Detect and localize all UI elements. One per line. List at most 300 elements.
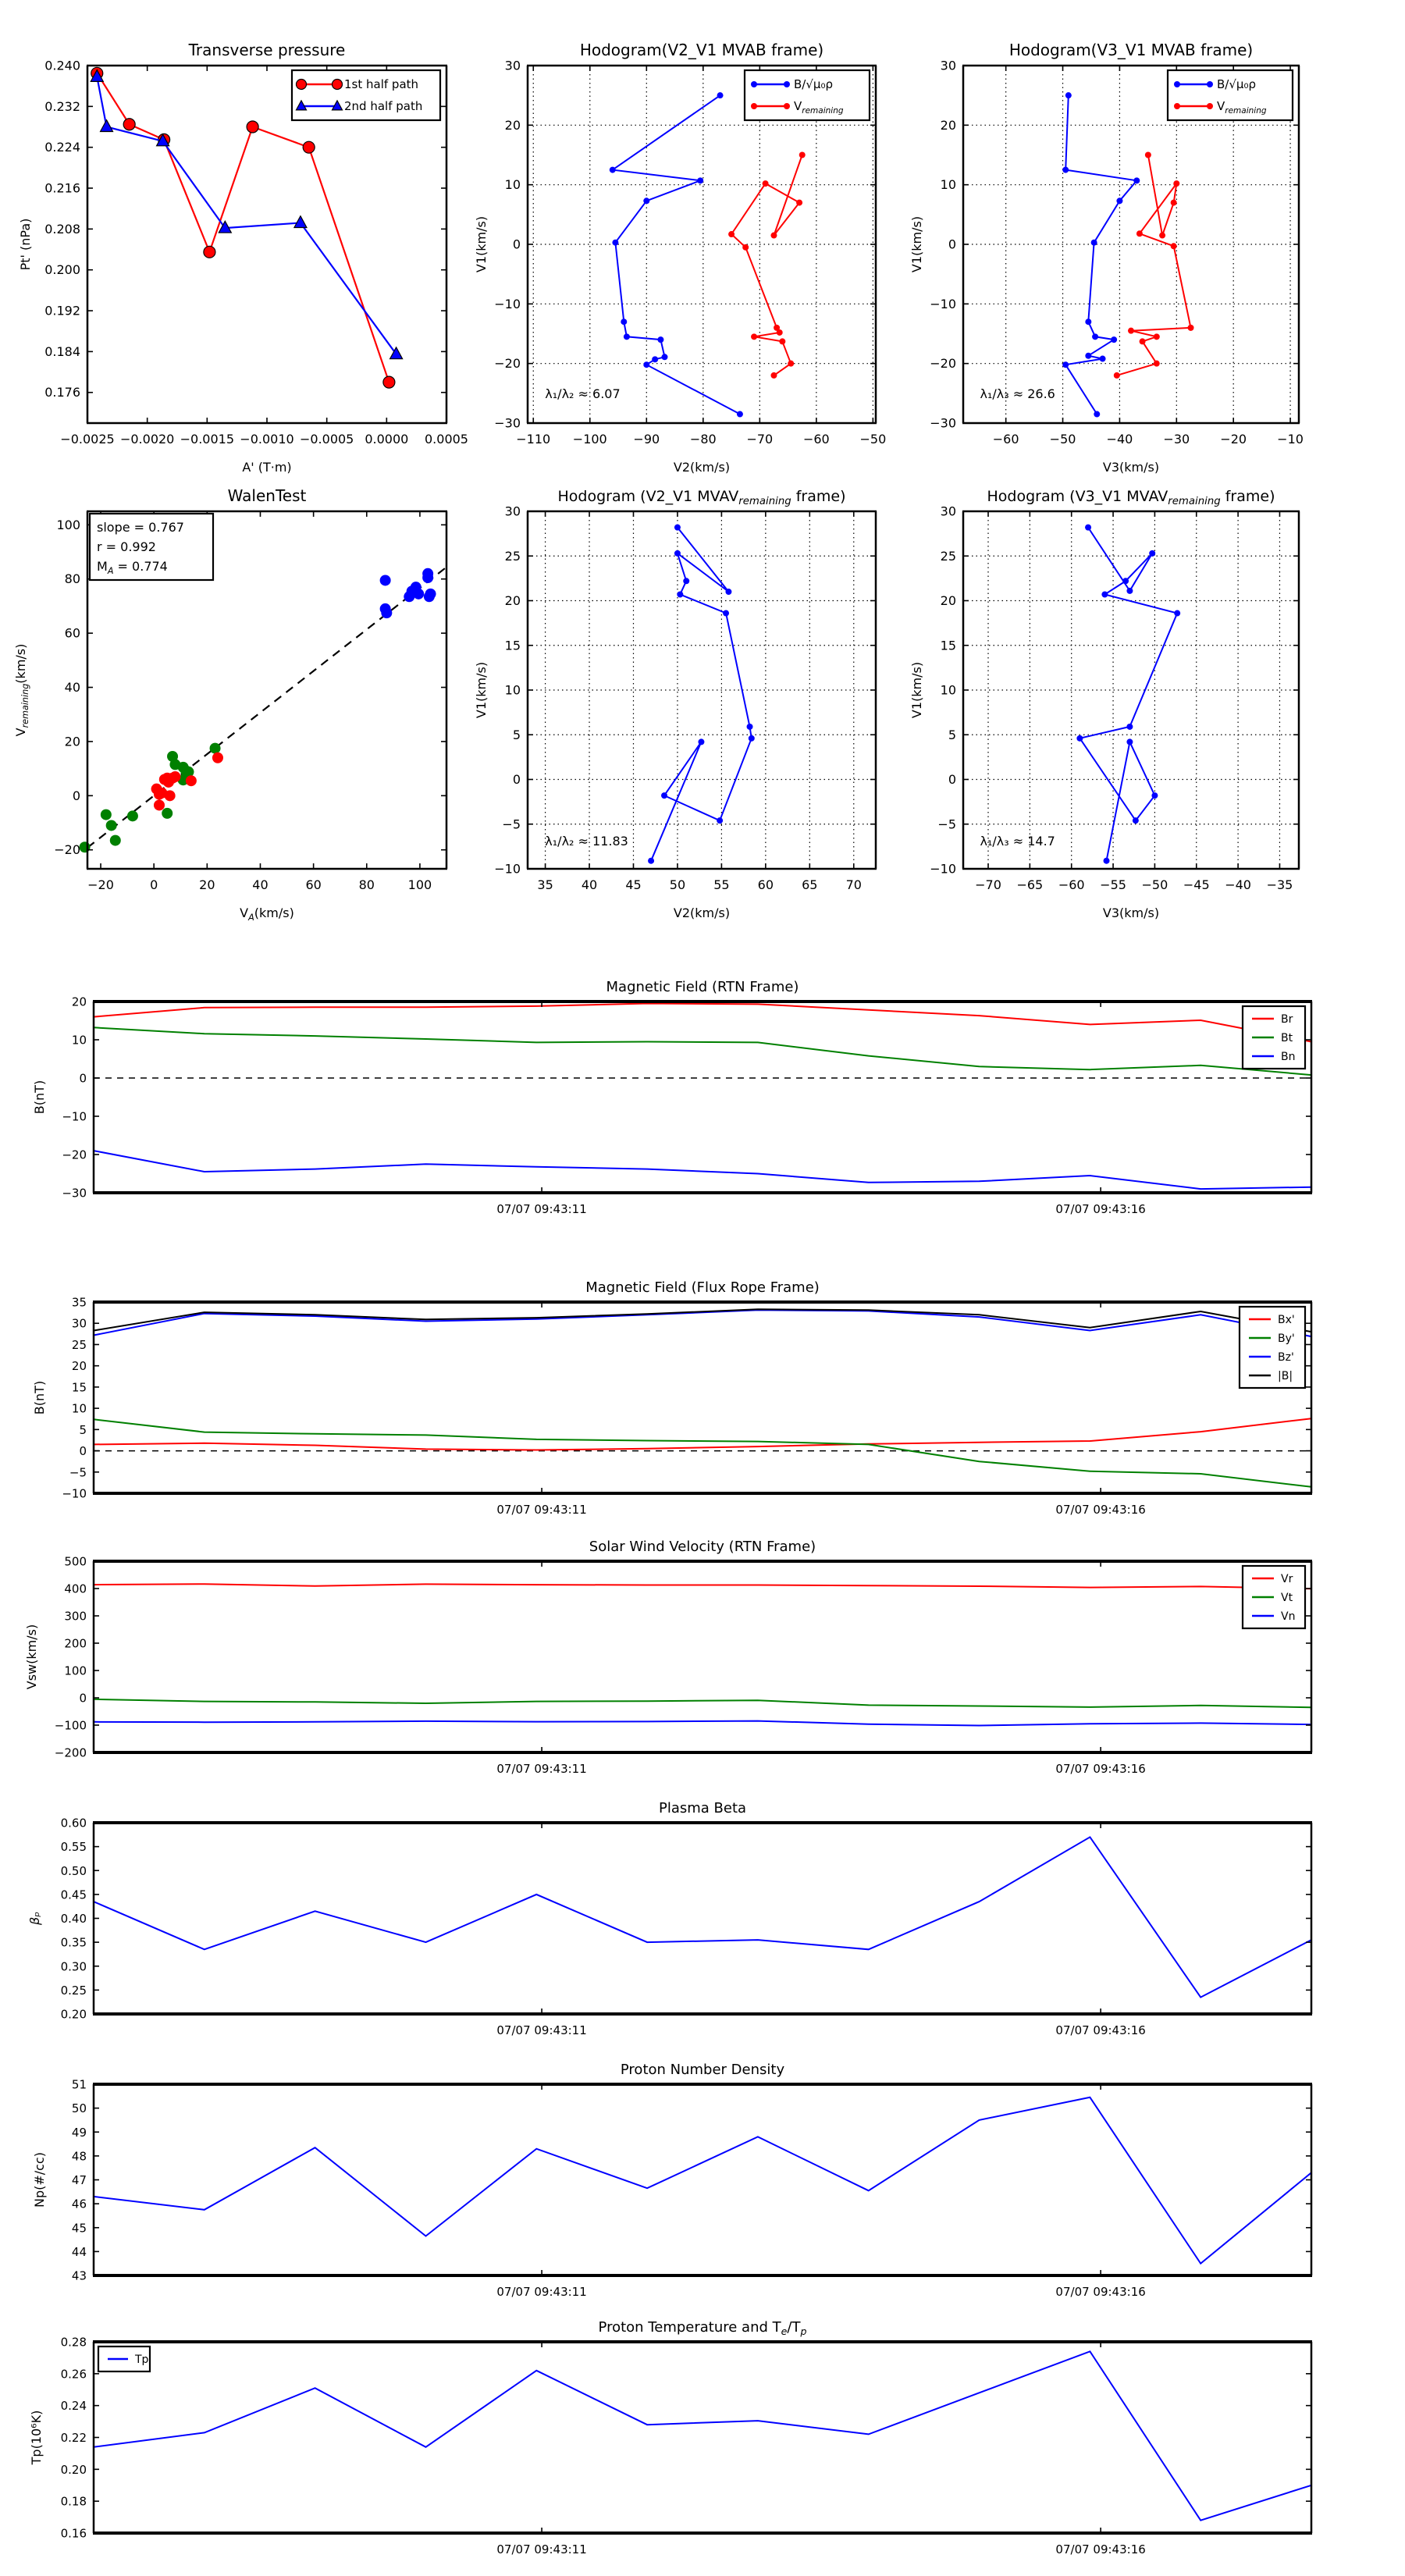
point-marker: [624, 333, 630, 340]
point-marker: [770, 372, 777, 379]
x-axis-label: V2(km/s): [673, 906, 731, 920]
x-tick-label: −70: [746, 432, 774, 447]
point-marker: [1173, 180, 1179, 187]
panel-title: Magnetic Field (Flux Rope Frame): [585, 1279, 820, 1296]
y-tick-label: −20: [930, 356, 956, 372]
plot-area: [94, 2084, 1311, 2275]
y-tick-label: 47: [71, 2173, 87, 2187]
y-tick-label: 15: [71, 1380, 87, 1395]
point-marker: [1122, 578, 1129, 584]
panel-title: Proton Number Density: [620, 2062, 785, 2078]
x-tick-label: 40: [252, 877, 269, 892]
x-tick-label: 07/07 09:43:16: [1055, 1202, 1146, 1216]
point-marker: [657, 336, 663, 343]
y-tick-label: −20: [62, 1147, 87, 1162]
x-tick-label: 65: [802, 877, 818, 892]
info-line: r = 0.992: [97, 539, 156, 554]
y-tick-label: 0.18: [60, 2494, 87, 2509]
point-marker: [162, 808, 173, 819]
y-tick-label: 0.60: [60, 1816, 87, 1831]
y-tick-label: −10: [930, 861, 956, 877]
plot-area: [94, 1302, 1311, 1493]
y-tick-label: 10: [504, 682, 521, 698]
x-tick-label: 07/07 09:43:16: [1055, 2542, 1146, 2556]
x-tick-label: 0.0000: [365, 432, 409, 447]
panel-hodogram-v2-mvab: [474, 41, 886, 475]
y-tick-label: −10: [494, 296, 521, 311]
point-marker: [742, 244, 749, 251]
y-tick-label: −10: [930, 296, 956, 311]
y-tick-label: 0.176: [44, 385, 80, 400]
point-marker: [186, 775, 197, 786]
point-marker: [728, 231, 735, 237]
y-tick-label: −10: [62, 1486, 87, 1501]
y-tick-label: 45: [71, 2221, 87, 2236]
point-marker: [1104, 858, 1110, 864]
y-axis-label: V1(km/s): [909, 661, 924, 719]
panel-b-rtn: [32, 979, 1312, 1216]
x-tick-label: −0.0010: [240, 432, 294, 447]
legend-label: Tp: [135, 2354, 149, 2366]
point-marker: [1062, 361, 1069, 368]
x-tick-label: −65: [1016, 877, 1044, 892]
legend: [1240, 1307, 1305, 1388]
y-tick-label: 20: [504, 117, 521, 133]
y-tick-label: 25: [71, 1337, 87, 1352]
point-marker: [652, 356, 658, 362]
point-marker: [101, 809, 112, 820]
point-marker: [80, 841, 91, 852]
point-marker: [212, 753, 223, 763]
point-marker: [751, 81, 757, 87]
panel-transverse-pressure: [18, 41, 468, 475]
point-marker: [1145, 152, 1151, 158]
y-tick-label: −200: [54, 1745, 87, 1760]
point-marker: [1174, 103, 1180, 109]
panel-title: Proton Temperature and $T_e/T_p$: [598, 2319, 807, 2337]
point-marker: [643, 197, 649, 204]
point-marker: [717, 92, 724, 98]
y-tick-label: 0.240: [44, 58, 80, 73]
y-tick-label: 0: [512, 237, 521, 252]
y-tick-label: 15: [504, 638, 521, 653]
y-tick-label: 0: [512, 772, 521, 787]
y-tick-label: 0.20: [60, 2007, 87, 2022]
y-tick-label: −20: [54, 842, 80, 858]
x-tick-label: −50: [1049, 432, 1076, 447]
y-axis-label: Vsw(km/s): [24, 1624, 39, 1690]
point-marker: [106, 820, 117, 831]
legend-label: Vr: [1281, 1573, 1293, 1585]
y-tick-label: −30: [62, 1186, 87, 1201]
point-marker: [648, 858, 654, 864]
x-tick-label: 55: [713, 877, 730, 892]
point-marker: [413, 589, 424, 600]
point-marker: [1171, 200, 1177, 206]
panel-title: Solar Wind Velocity (RTN Frame): [589, 1539, 816, 1555]
x-axis-label: $V_A(km/s)$: [240, 906, 294, 923]
x-tick-label: −40: [1106, 432, 1133, 447]
x-tick-label: 07/07 09:43:11: [496, 1762, 587, 1776]
y-tick-label: 43: [71, 2268, 87, 2283]
point-marker: [749, 735, 755, 742]
y-tick-label: 0.45: [60, 1888, 87, 1902]
annotation: λ₁/λ₂ ≈ 11.83: [545, 834, 628, 849]
y-tick-label: 0.55: [60, 1840, 87, 1855]
y-tick-label: 20: [64, 734, 80, 749]
legend-label: Bz': [1278, 1351, 1294, 1364]
panel-proton-density: [32, 2062, 1312, 2299]
x-tick-label: −40: [1225, 877, 1251, 892]
y-axis-label: V1(km/s): [474, 661, 489, 719]
point-marker: [763, 180, 769, 187]
y-tick-label: 60: [64, 625, 80, 641]
y-tick-label: 30: [940, 58, 956, 73]
annotation: λ₁/λ₃ ≈ 26.6: [980, 386, 1055, 401]
point-marker: [1136, 230, 1143, 237]
legend: [98, 2347, 150, 2371]
y-tick-label: 20: [504, 593, 521, 608]
x-tick-label: −50: [859, 432, 887, 447]
y-tick-label: −10: [494, 861, 521, 877]
point-marker: [725, 589, 731, 595]
point-marker: [1126, 738, 1133, 745]
x-tick-label: 100: [407, 877, 432, 892]
legend-label: Bx': [1278, 1314, 1295, 1326]
legend-label: Vt: [1281, 1592, 1293, 1604]
point-marker: [169, 771, 180, 782]
y-tick-label: 0.50: [60, 1863, 87, 1878]
point-marker: [1154, 333, 1160, 340]
info-line: slope = 0.767: [97, 520, 184, 535]
y-tick-label: −5: [69, 1465, 87, 1480]
legend-label: |B|: [1278, 1370, 1293, 1382]
point-marker: [674, 550, 681, 557]
point-marker: [333, 80, 343, 90]
point-marker: [1076, 735, 1083, 742]
y-tick-label: 35: [71, 1295, 87, 1310]
point-marker: [1174, 81, 1180, 87]
point-marker: [697, 177, 703, 183]
point-marker: [683, 578, 689, 584]
y-tick-label: −5: [937, 817, 956, 832]
y-tick-label: 300: [64, 1609, 87, 1624]
y-tick-label: 20: [940, 593, 956, 608]
legend-label: $V_{remaining}$: [794, 99, 844, 116]
x-tick-label: 07/07 09:43:11: [496, 2023, 587, 2037]
point-marker: [110, 835, 121, 846]
y-tick-label: 15: [940, 638, 956, 653]
x-axis-label: V3(km/s): [1102, 460, 1160, 475]
y-tick-label: 48: [71, 2149, 87, 2164]
panel-title: Hodogram (V2_V1 $MVAV_{remaining}$ frame): [557, 488, 846, 507]
y-tick-label: 0.30: [60, 1959, 87, 1974]
panel-title: Hodogram(V3_V1 MVAB frame): [1008, 41, 1254, 59]
point-marker: [717, 817, 723, 824]
x-tick-label: −110: [516, 432, 551, 447]
x-axis-label: V3(km/s): [1102, 906, 1160, 920]
point-marker: [424, 591, 435, 602]
y-axis-label: Np(#/cc): [32, 2152, 47, 2208]
panel-title: Magnetic Field (RTN Frame): [606, 979, 799, 995]
panel-hodogram-v2-mvav: [474, 488, 877, 920]
point-marker: [1094, 411, 1100, 418]
y-tick-label: −5: [502, 817, 521, 832]
x-tick-label: 35: [537, 877, 553, 892]
y-tick-label: 0.20: [60, 2462, 87, 2477]
y-tick-label: 51: [71, 2077, 87, 2092]
point-marker: [1085, 525, 1091, 531]
point-marker: [1116, 197, 1122, 204]
y-tick-label: 0.28: [60, 2335, 87, 2350]
point-marker: [1062, 167, 1069, 173]
point-marker: [621, 318, 627, 325]
y-tick-label: 100: [64, 1663, 87, 1678]
point-marker: [1174, 610, 1180, 617]
x-tick-label: −60: [802, 432, 830, 447]
y-tick-label: 0.25: [60, 1983, 87, 1998]
y-tick-label: 0.35: [60, 1935, 87, 1950]
point-marker: [1092, 333, 1098, 340]
y-tick-label: 5: [79, 1422, 87, 1437]
panel-hodogram-v3-mvab: [909, 41, 1304, 475]
point-marker: [1207, 81, 1213, 87]
point-marker: [1154, 361, 1160, 367]
y-tick-label: 10: [504, 177, 521, 193]
point-marker: [381, 607, 392, 618]
y-tick-label: 10: [940, 177, 956, 193]
point-marker: [383, 376, 395, 388]
x-tick-label: 60: [305, 877, 322, 892]
panel-proton-temp: [29, 2319, 1312, 2556]
point-marker: [1128, 328, 1134, 334]
point-marker: [747, 724, 753, 730]
annotation: λ₁/λ₃ ≈ 14.7: [980, 834, 1055, 849]
point-marker: [204, 246, 215, 258]
legend-label: B/√μ₀ρ: [794, 77, 833, 91]
point-marker: [1133, 177, 1140, 183]
point-marker: [784, 103, 790, 109]
point-marker: [1188, 325, 1194, 331]
point-marker: [751, 333, 757, 340]
x-tick-label: 80: [358, 877, 375, 892]
y-tick-label: 20: [71, 994, 87, 1009]
y-tick-label: 500: [64, 1554, 87, 1569]
y-tick-label: 0.224: [44, 140, 80, 155]
x-tick-label: 0: [150, 877, 158, 892]
x-tick-label: 07/07 09:43:16: [1055, 1503, 1146, 1517]
x-tick-label: 0.0005: [425, 432, 468, 447]
point-marker: [1133, 817, 1139, 824]
x-axis-label: V2(km/s): [673, 460, 731, 475]
y-tick-label: 0: [79, 1691, 87, 1706]
y-tick-label: 50: [71, 2101, 87, 2116]
point-marker: [661, 792, 667, 799]
x-tick-label: 07/07 09:43:11: [496, 1202, 587, 1216]
point-marker: [1207, 103, 1213, 109]
panel-title: WalenTest: [227, 486, 307, 505]
point-marker: [210, 743, 221, 754]
legend: [1168, 70, 1293, 120]
point-marker: [422, 572, 433, 583]
y-tick-label: −30: [930, 415, 956, 431]
plot-area: [94, 2342, 1311, 2533]
point-marker: [1101, 591, 1108, 597]
point-marker: [777, 329, 783, 336]
y-tick-label: −10: [62, 1109, 87, 1124]
legend: [1243, 1566, 1305, 1628]
legend: [292, 70, 440, 120]
x-tick-label: −20: [1220, 432, 1247, 447]
y-tick-label: 10: [71, 1033, 87, 1048]
x-tick-label: −30: [1163, 432, 1190, 447]
x-axis-label: A' (T·m): [242, 460, 292, 475]
y-tick-label: 0.16: [60, 2526, 87, 2541]
y-tick-label: 0.184: [44, 343, 80, 359]
point-marker: [154, 799, 165, 810]
y-axis-label: βₚ: [27, 1911, 42, 1926]
y-tick-label: 80: [64, 571, 80, 587]
y-axis-label: V1(km/s): [909, 215, 924, 273]
y-axis-label: Tp(10⁶K): [29, 2410, 44, 2465]
x-tick-label: −35: [1266, 877, 1293, 892]
point-marker: [380, 575, 391, 585]
point-marker: [737, 411, 743, 418]
legend-label: By': [1278, 1332, 1295, 1345]
y-tick-label: 30: [71, 1316, 87, 1331]
y-tick-label: 0.40: [60, 1912, 87, 1926]
point-marker: [770, 233, 777, 239]
y-tick-label: −20: [494, 356, 521, 372]
y-tick-label: 30: [504, 503, 521, 519]
x-tick-label: −55: [1100, 877, 1126, 892]
point-marker: [1085, 318, 1091, 325]
point-marker: [1111, 336, 1117, 343]
legend: [1243, 1006, 1305, 1069]
panel-walen-test: [13, 486, 447, 923]
y-tick-label: 30: [504, 58, 521, 73]
x-tick-label: 20: [199, 877, 215, 892]
point-marker: [751, 103, 757, 109]
x-tick-label: 07/07 09:43:11: [496, 2285, 587, 2299]
legend: [745, 70, 870, 120]
point-marker: [674, 525, 681, 531]
y-tick-label: 0.232: [44, 98, 80, 114]
legend-label: B/√μ₀ρ: [1217, 77, 1256, 91]
x-tick-label: −45: [1183, 877, 1210, 892]
annotation: λ₁/λ₂ ≈ 6.07: [545, 386, 621, 401]
point-marker: [123, 119, 135, 130]
y-tick-label: 20: [940, 117, 956, 133]
legend-label: Vn: [1281, 1610, 1296, 1623]
x-tick-label: 07/07 09:43:16: [1055, 2023, 1146, 2037]
y-tick-label: 20: [71, 1359, 87, 1374]
point-marker: [1085, 353, 1091, 359]
y-tick-label: 0.200: [44, 262, 80, 278]
legend-label: Br: [1281, 1013, 1293, 1026]
x-tick-label: −60: [992, 432, 1019, 447]
x-tick-label: 40: [581, 877, 598, 892]
y-axis-label: Pt' (nPa): [18, 218, 33, 271]
y-tick-label: 100: [56, 517, 80, 532]
x-tick-label: −0.0025: [60, 432, 115, 447]
point-marker: [1065, 92, 1072, 98]
y-tick-label: 0: [79, 1071, 87, 1086]
x-tick-label: 50: [669, 877, 686, 892]
y-tick-label: 10: [71, 1401, 87, 1416]
y-tick-label: 0: [79, 1444, 87, 1459]
y-tick-label: 5: [948, 727, 956, 742]
y-tick-label: 10: [940, 682, 956, 698]
point-marker: [610, 167, 616, 173]
point-marker: [1091, 240, 1097, 246]
x-tick-label: 70: [845, 877, 862, 892]
point-marker: [247, 121, 258, 133]
point-marker: [612, 240, 618, 246]
x-tick-label: −10: [1277, 432, 1304, 447]
point-marker: [723, 610, 729, 617]
x-tick-label: −0.0015: [180, 432, 235, 447]
y-tick-label: 0: [72, 788, 80, 803]
point-marker: [1151, 792, 1158, 799]
y-tick-label: 0.26: [60, 2367, 87, 2382]
y-tick-label: 5: [512, 727, 521, 742]
x-tick-label: 07/07 09:43:16: [1055, 1762, 1146, 1776]
panel-title: Transverse pressure: [188, 41, 346, 59]
legend-label: Bn: [1281, 1051, 1296, 1063]
y-tick-label: 0.192: [44, 303, 80, 318]
point-marker: [165, 790, 176, 801]
y-tick-label: 0.216: [44, 180, 80, 196]
y-tick-label: 400: [64, 1582, 87, 1596]
x-tick-label: −100: [572, 432, 607, 447]
point-marker: [796, 200, 802, 206]
panel-title: Plasma Beta: [658, 1800, 747, 1816]
y-axis-label: B(nT): [32, 1380, 47, 1415]
y-axis-label: V1(km/s): [474, 215, 489, 273]
legend-label: 1st half path: [344, 77, 419, 91]
panel-hodogram-v3-mvav: [909, 488, 1300, 920]
y-tick-label: 44: [71, 2244, 87, 2259]
x-tick-label: −50: [1141, 877, 1168, 892]
y-axis-label: B(nT): [32, 1080, 47, 1115]
y-tick-label: 25: [504, 548, 521, 564]
y-tick-label: 200: [64, 1636, 87, 1651]
panel-plasma-beta: [27, 1800, 1312, 2037]
x-tick-label: 07/07 09:43:16: [1055, 2285, 1146, 2299]
point-marker: [661, 354, 667, 360]
x-tick-label: 07/07 09:43:11: [496, 1503, 587, 1517]
y-tick-label: −100: [54, 1718, 87, 1733]
x-tick-label: −0.0005: [299, 432, 354, 447]
panel-title: Hodogram(V2_V1 MVAB frame): [579, 41, 824, 59]
point-marker: [788, 361, 794, 367]
x-tick-label: −90: [633, 432, 660, 447]
point-marker: [779, 338, 785, 344]
point-marker: [784, 81, 790, 87]
info-line: $M_A = 0.774$: [97, 559, 168, 576]
legend-label: Bt: [1281, 1032, 1293, 1044]
y-tick-label: 30: [940, 503, 956, 519]
plot-area: [94, 1823, 1311, 2014]
y-tick-label: −30: [494, 415, 521, 431]
x-tick-label: 07/07 09:43:11: [496, 2542, 587, 2556]
x-tick-label: 60: [757, 877, 774, 892]
panel-vsw-rtn: [24, 1539, 1312, 1776]
y-tick-label: 0.22: [60, 2431, 87, 2445]
point-marker: [297, 80, 307, 90]
panel-b-fluxrope: [32, 1279, 1312, 1517]
